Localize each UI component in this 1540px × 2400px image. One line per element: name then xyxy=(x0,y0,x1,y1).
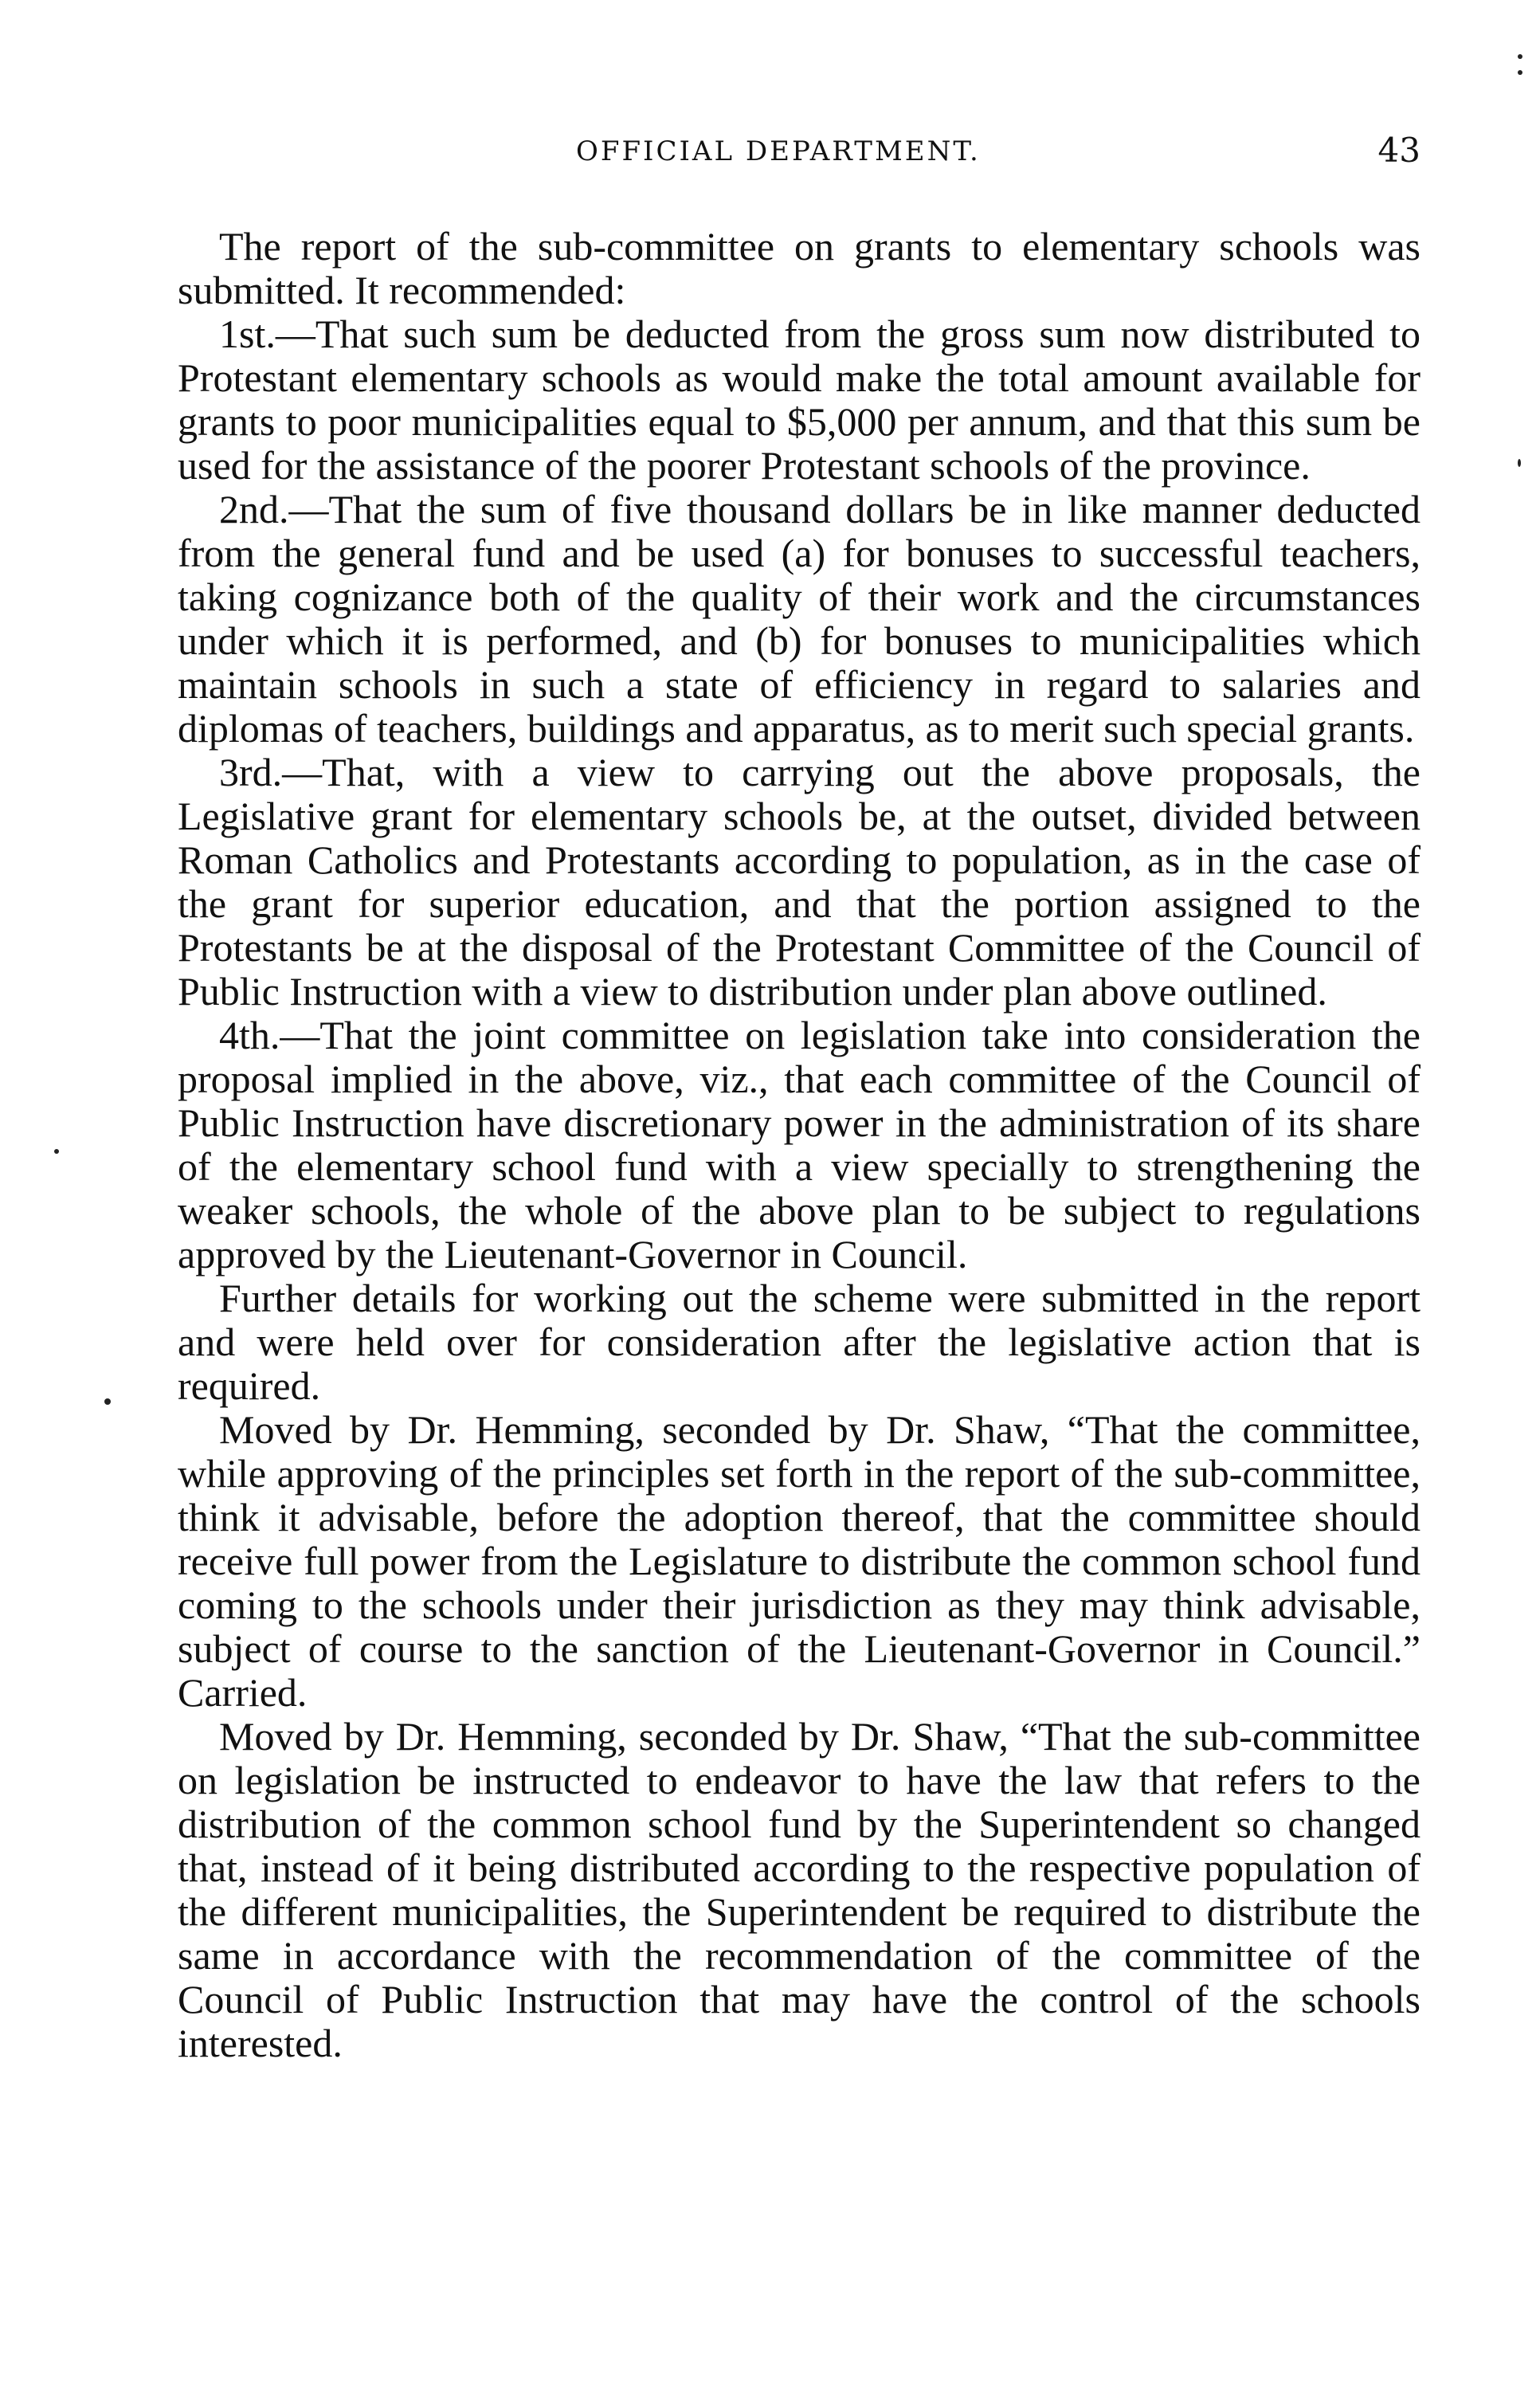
paragraph-fourth-recommendation: 4th.—That the joint committee on legislation take into consideration the proposal implied in the above, viz., that each committee of the Council of Public Instruction have discretionary power in the administration of its share of the elementary school fund with a view specially to strengthening the weaker schools, the whole of the above plan to be subject to regulations approved by the Lieutenant-Governor in Council. xyxy=(178,1013,1420,1276)
stray-mark xyxy=(104,1398,111,1405)
body-text xyxy=(178,225,1420,2065)
stray-mark xyxy=(1518,459,1521,467)
running-head xyxy=(178,131,1420,183)
paragraph-third-recommendation: 3rd.—That, with a view to carrying out the above proposals, the Legislative grant for elementary schools be, at the outset, divided between Roman Catholics and Protestants according to population, as in the case of the grant for superior education, and that the portion assigned to the Protestants be at the disposal of the Protestant Committee of the Council of Public Instruction with a view to distribution under plan above outlined. xyxy=(178,750,1420,1014)
paragraph-further-details: Further details for working out the scheme were submitted in the report and were held over for consideration after the legislative action that is required. xyxy=(178,1276,1420,1408)
paragraph-second-motion: Moved by Dr. Hemming, seconded by Dr. Shaw, “That the sub-committee on legislation be instructed to endeavor to have the law that refers to the distribution of the common school fund by the Superintendent so changed that, instead of it being distributed according to the respective population of the different municipalities, the Superintendent be required to distribute the same in accordance with the recommendation of the committee of the Council of Public Instruction that may have the control of the schools interested. xyxy=(178,1714,1420,2065)
stray-mark xyxy=(54,1149,59,1154)
paragraph-second-recommendation: 2nd.—That the sum of five thousand dollars be in like manner deducted from the general fund and be used (a) for bonuses to successful teachers, taking cognizance both of the quality of their work and the circumstances under which it is performed, and (b) for bonuses to municipalities which maintain schools in such a state of efficiency in regard to salaries and diplomas of teachers, buildings and apparatus, as to merit such special grants. xyxy=(178,487,1420,751)
paragraph-first-recommendation: 1st.—That such sum be deducted from the gross sum now distributed to Protestant elementary schools as would make the total amount available for grants to poor municipalities equal to $5,000 per annum, and that this sum be used for the assistance of the poorer Protestant schools of the province. xyxy=(178,312,1420,488)
stray-mark xyxy=(1518,70,1522,75)
page-number: 43 xyxy=(1377,131,1420,170)
paragraph-report-submitted: The report of the sub-committee on grants to elementary schools was submitted. It recommended: xyxy=(178,224,1420,312)
stray-mark xyxy=(1518,54,1522,59)
paragraph-first-motion: Moved by Dr. Hemming, seconded by Dr. Shaw, “That the committee, while approving of the principles set forth in the report of the sub-committee, think it advisable, before the adoption thereof, that the committee should receive full power from the Legislature to distribute the common school fund coming to the schools under their jurisdiction as they may think advisable, subject of course to the sanction of the Lieutenant-Governor in Council.” Carried. xyxy=(178,1407,1420,1715)
running-title: OFFICIAL DEPARTMENT. xyxy=(576,135,981,167)
